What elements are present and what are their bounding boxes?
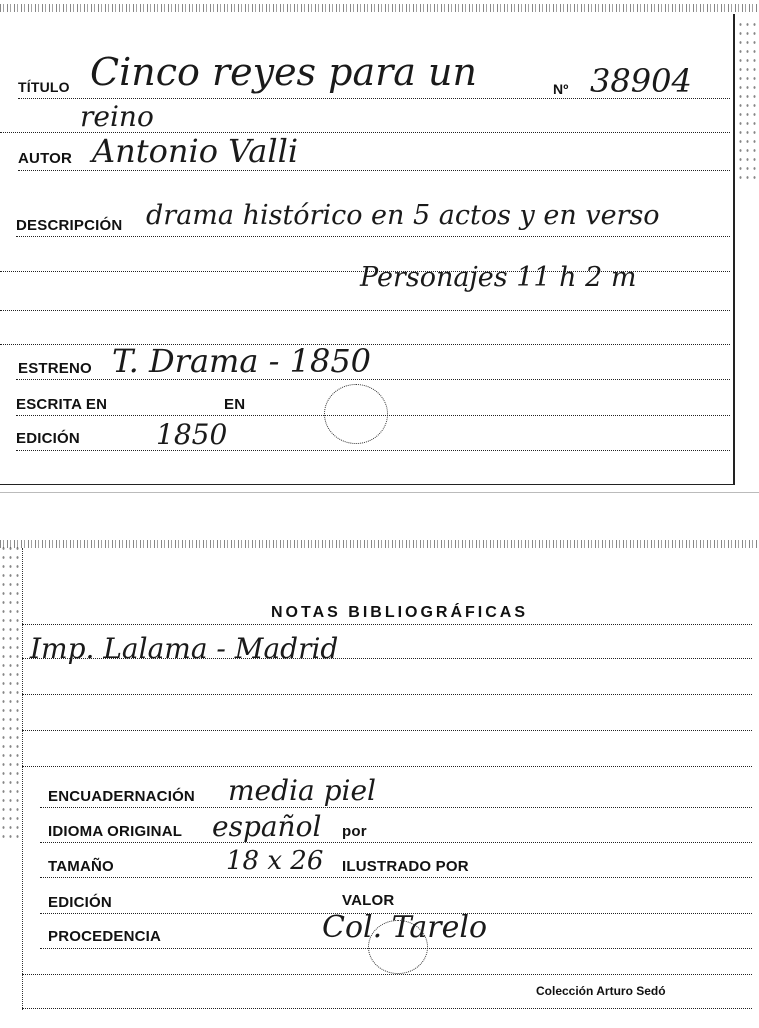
encuadernacion-value: media piel [228, 774, 376, 807]
tamano-label: TAMAÑO [48, 858, 114, 875]
card-top-right-speckle [737, 20, 759, 180]
catalog-card-bottom [0, 530, 759, 1028]
titulo-value-line1: Cinco reyes para un [90, 50, 477, 94]
card-separator [0, 492, 759, 493]
edicion-value: 1850 [156, 418, 228, 451]
edicion-bottom-label: EDICIÓN [48, 894, 112, 911]
card-top-bottom-rule [0, 484, 735, 485]
descripcion-rule [16, 236, 730, 237]
estreno-rule [16, 379, 730, 380]
autor-value: Antonio Valli [92, 132, 299, 170]
numero-value: 38904 [590, 62, 692, 100]
ilustrado-por-label: ILUSTRADO POR [342, 858, 469, 875]
notas-rule-2 [22, 658, 752, 659]
idioma-original-value: español [212, 810, 322, 843]
card-bottom-edge-texture [0, 540, 759, 548]
tamano-rule [40, 877, 752, 878]
notas-rule-5 [22, 766, 752, 767]
idioma-original-rule [40, 842, 752, 843]
titulo-value-line2: reino [80, 100, 154, 133]
notas-rule-3 [22, 694, 752, 695]
estreno-label: ESTRENO [18, 360, 92, 377]
estreno-value: T. Drama - 1850 [112, 342, 372, 380]
card-bottom-left-border [22, 548, 23, 1010]
encuadernacion-label: ENCUADERNACIÓN [48, 788, 195, 805]
descripcion-label: DESCRIPCIÓN [16, 217, 123, 234]
edicion-label: EDICIÓN [16, 430, 80, 447]
autor-label: AUTOR [18, 150, 73, 167]
card-bottom-left-speckle [0, 544, 22, 844]
notas-rule-4 [22, 730, 752, 731]
procedencia-label: PROCEDENCIA [48, 928, 162, 945]
library-stamp-top [324, 384, 388, 444]
library-stamp-bottom [368, 920, 428, 974]
notas-line1: Imp. Lalama - Madrid [30, 632, 339, 665]
notas-rule-1 [22, 624, 752, 625]
catalog-card-top [0, 0, 759, 500]
notas-heading: NOTAS BIBLIOGRÁFICAS [271, 604, 529, 621]
card-top-edge-texture [0, 4, 759, 12]
descripcion-value: drama histórico en 5 actos y en verso [146, 200, 660, 231]
card-top-right-border [733, 14, 735, 484]
en-label: EN [224, 396, 246, 413]
titulo-rule [18, 98, 730, 99]
personajes-rule [0, 310, 730, 311]
valor-label: VALOR [342, 892, 395, 909]
card-bottom-blank-rule [22, 974, 752, 975]
encuadernacion-rule [40, 807, 752, 808]
collection-credit: Colección Arturo Sedó [536, 984, 666, 998]
procedencia-value: Col. Tarelo [322, 910, 487, 945]
titulo-label: TÍTULO [18, 79, 70, 95]
numero-label: Nº [553, 81, 569, 97]
card-bottom-bottom-rule [22, 1008, 752, 1009]
escrita-en-label: ESCRITA EN [16, 396, 108, 413]
por-label: por [342, 823, 367, 840]
personajes-value: Personajes 11 h 2 m [360, 262, 637, 293]
idioma-original-label: IDIOMA ORIGINAL [48, 823, 183, 840]
tamano-value: 18 x 26 [226, 846, 324, 876]
edicion-rule [16, 450, 730, 451]
autor-rule [18, 170, 730, 171]
